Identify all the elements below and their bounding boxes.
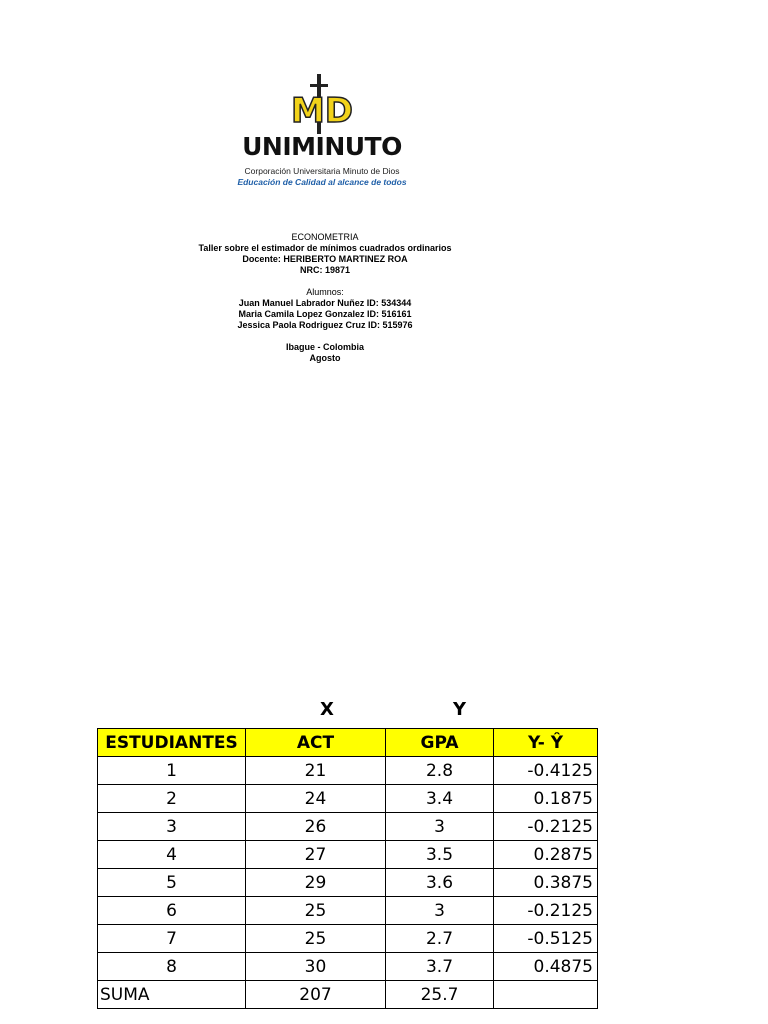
table-header-row bbox=[98, 729, 598, 757]
table-cell: 3.4 bbox=[386, 785, 494, 813]
topic: Taller sobre el estimador de mínimos cuadrados ordinarios bbox=[198, 243, 452, 253]
table-row bbox=[98, 785, 598, 813]
table-cell: 7 bbox=[98, 925, 246, 953]
table-cell: 8 bbox=[98, 953, 246, 981]
table-cell: -0.4125 bbox=[494, 757, 598, 785]
nrc: NRC: 19871 bbox=[299, 265, 351, 275]
table-cell: 0.1875 bbox=[494, 785, 598, 813]
table-cell: 1 bbox=[98, 757, 246, 785]
table-cell: 3.5 bbox=[386, 841, 494, 869]
logo-mark-text: MD bbox=[290, 91, 354, 131]
table-cell: 3.6 bbox=[386, 869, 494, 897]
table-cell: 2.7 bbox=[386, 925, 494, 953]
table-cell: 4 bbox=[98, 841, 246, 869]
sum-cell: 207 bbox=[246, 981, 386, 1009]
students-label: Alumnos: bbox=[306, 287, 344, 297]
table-cell: 5 bbox=[98, 869, 246, 897]
table-cell: -0.2125 bbox=[494, 897, 598, 925]
table-cell: 21 bbox=[246, 757, 386, 785]
table-row bbox=[98, 813, 598, 841]
header-gpa: GPA bbox=[386, 729, 494, 757]
table-row bbox=[98, 869, 598, 897]
uniminuto-logo bbox=[222, 74, 422, 196]
header-estudiantes: ESTUDIANTES bbox=[98, 729, 246, 757]
table-cell: 26 bbox=[246, 813, 386, 841]
table-cell: -0.5125 bbox=[494, 925, 598, 953]
table-cell: 25 bbox=[246, 925, 386, 953]
table-cell: 2 bbox=[98, 785, 246, 813]
y-axis-label: Y bbox=[453, 699, 467, 720]
table-cell: 27 bbox=[246, 841, 386, 869]
sum-row bbox=[98, 981, 598, 1009]
table-cell: 3 bbox=[98, 813, 246, 841]
header-act: ACT bbox=[246, 729, 386, 757]
table-row bbox=[98, 953, 598, 981]
logo-name: UNIMINUTO bbox=[242, 132, 402, 161]
data-table bbox=[97, 728, 598, 1009]
table-row bbox=[98, 897, 598, 925]
table-row bbox=[98, 925, 598, 953]
table-cell: 3 bbox=[386, 897, 494, 925]
place: Ibague - Colombia bbox=[285, 342, 364, 352]
table-cell: 29 bbox=[246, 869, 386, 897]
course-title: ECONOMETRIA bbox=[291, 232, 359, 242]
table-row bbox=[98, 757, 598, 785]
sum-cell: 25.7 bbox=[386, 981, 494, 1009]
table-cell: 6 bbox=[98, 897, 246, 925]
header-residual: Y- Ŷ bbox=[494, 729, 598, 757]
table-cell: 25 bbox=[246, 897, 386, 925]
sum-cell: SUMA bbox=[98, 981, 246, 1009]
logo-tagline: Educación de Calidad al alcance de todos bbox=[237, 177, 407, 187]
student-1: Juan Manuel Labrador Nuñez ID: 534344 bbox=[238, 298, 412, 308]
table-cell: 24 bbox=[246, 785, 386, 813]
table-cell: 30 bbox=[246, 953, 386, 981]
table-cell: 0.2875 bbox=[494, 841, 598, 869]
table-cell: 3 bbox=[386, 813, 494, 841]
teacher: Docente: HERIBERTO MARTINEZ ROA bbox=[242, 254, 408, 264]
sum-cell bbox=[494, 981, 598, 1009]
md-cross-logo-icon bbox=[286, 74, 358, 134]
table-cell: 2.8 bbox=[386, 757, 494, 785]
cover-block bbox=[0, 232, 650, 364]
table-cell: -0.2125 bbox=[494, 813, 598, 841]
table-cell: 3.7 bbox=[386, 953, 494, 981]
table-cell: 0.4875 bbox=[494, 953, 598, 981]
logo-subtitle: Corporación Universitaria Minuto de Dios bbox=[244, 166, 400, 176]
table-row bbox=[98, 841, 598, 869]
month: Agosto bbox=[309, 353, 341, 363]
student-3: Jessica Paola Rodriguez Cruz ID: 515976 bbox=[237, 320, 413, 330]
x-axis-label: X bbox=[320, 699, 334, 720]
table-cell: 0.3875 bbox=[494, 869, 598, 897]
student-2: Maria Camila Lopez Gonzalez ID: 516161 bbox=[238, 309, 412, 319]
